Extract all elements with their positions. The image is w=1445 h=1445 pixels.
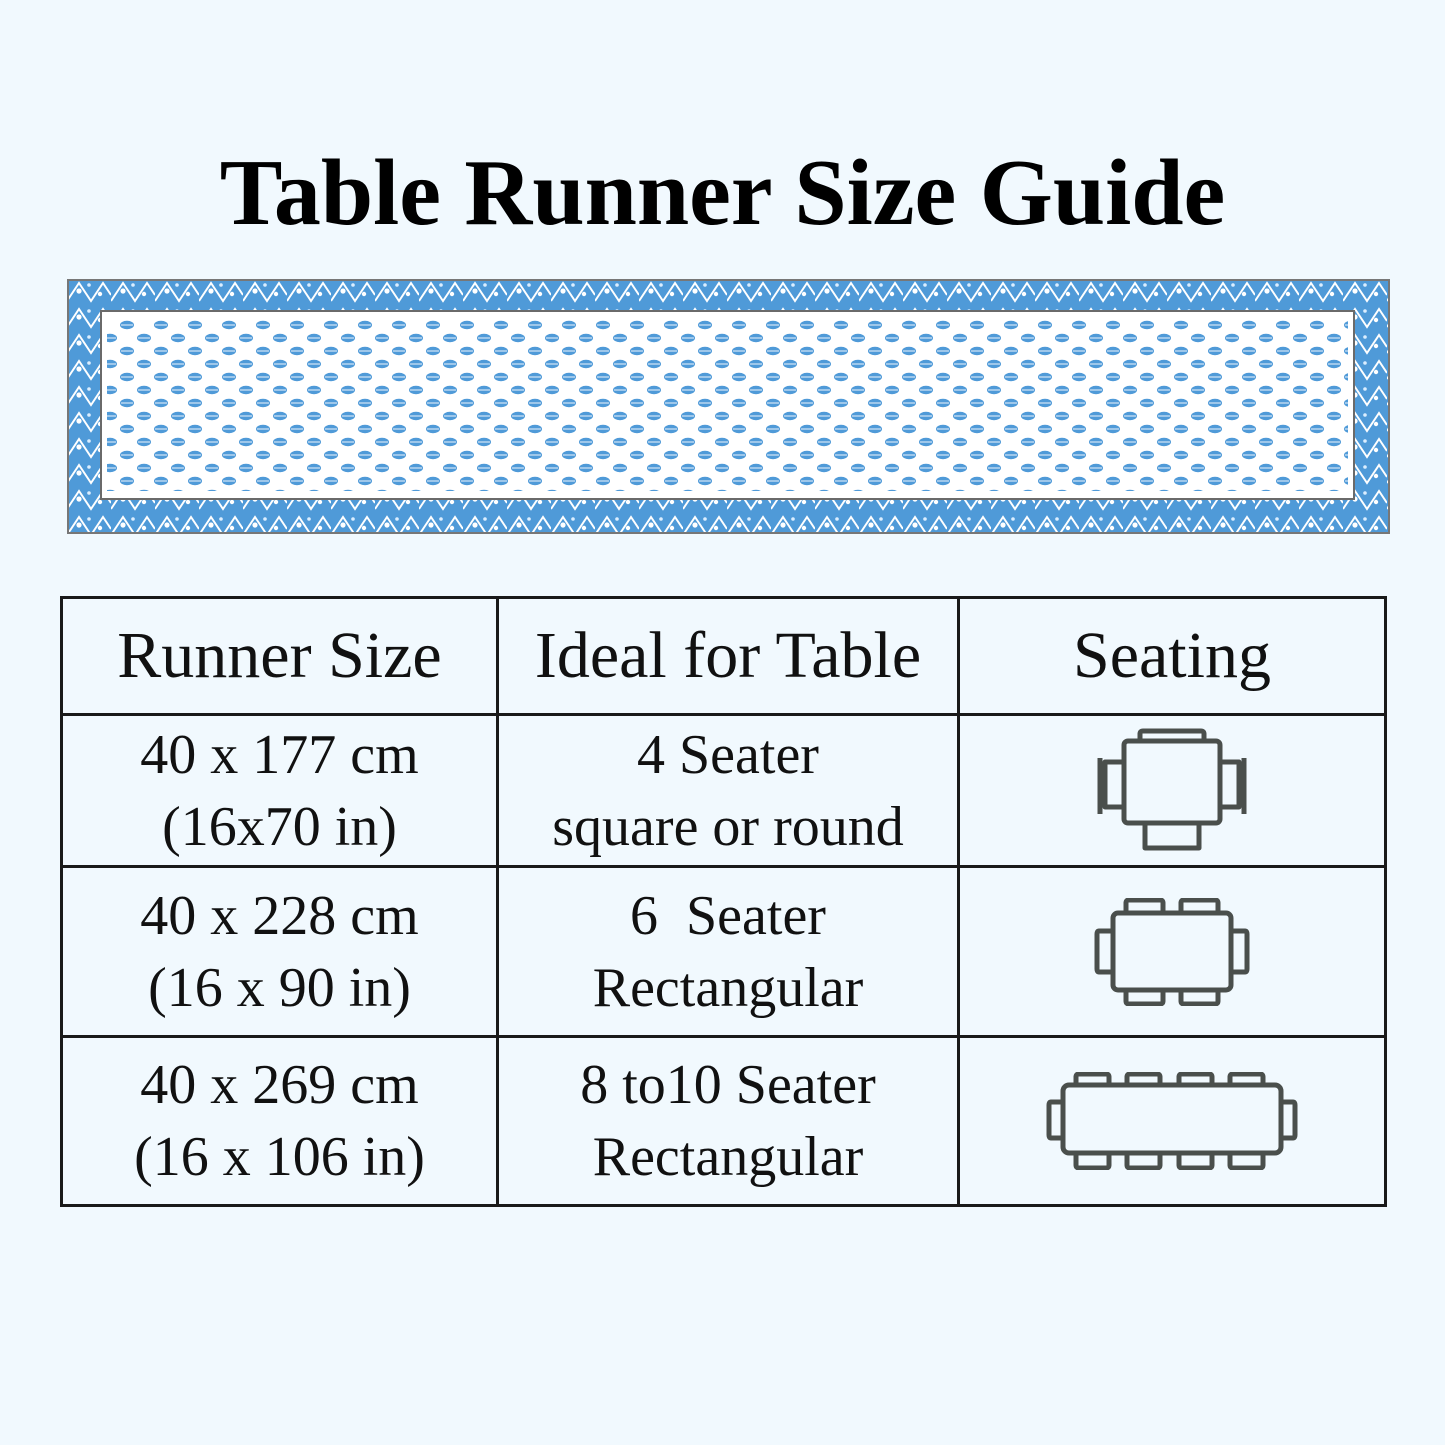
- seating-cell: [959, 1037, 1386, 1206]
- seating-cell: [959, 715, 1386, 867]
- size-cm: 40 x 269 cm: [140, 1054, 419, 1116]
- table-shape: Rectangular: [592, 1126, 864, 1188]
- size-in: (16 x 106 in): [134, 1126, 425, 1188]
- runner-size-cell: [62, 715, 498, 867]
- ideal-table-cell: [498, 715, 959, 867]
- ideal-table-cell: [498, 1037, 959, 1206]
- column-header-seating: Seating: [959, 598, 1386, 715]
- column-header-runner-size: Runner Size: [62, 598, 498, 715]
- runner-size-cell: [62, 1037, 498, 1206]
- size-guide-table: [60, 596, 1387, 1207]
- seating-cell: [959, 867, 1386, 1037]
- four-seater-table-icon: [1097, 728, 1247, 854]
- seater-count: 6 Seater: [630, 884, 826, 947]
- table-runner-image: [67, 279, 1390, 534]
- size-in: (16 x 90 in): [148, 956, 411, 1019]
- table-row: [62, 867, 1386, 1037]
- seater-count: 8 to10 Seater: [580, 1054, 876, 1116]
- column-header-ideal-for-table: Ideal for Table: [498, 598, 959, 715]
- ten-seater-table-icon: [1046, 1072, 1298, 1170]
- table-row: [62, 1037, 1386, 1206]
- size-in: (16x70 in): [162, 795, 397, 858]
- ideal-table-cell: [498, 867, 959, 1037]
- runner-size-cell: [62, 867, 498, 1037]
- seater-count: 4 Seater: [637, 723, 819, 786]
- size-cm: 40 x 228 cm: [140, 884, 419, 947]
- size-cm: 40 x 177 cm: [140, 723, 419, 786]
- page-title: Table Runner Size Guide: [219, 141, 1226, 245]
- table-row: [62, 715, 1386, 867]
- six-seater-table-icon: [1094, 898, 1250, 1006]
- table-header-row: [62, 598, 1386, 715]
- table-shape: Rectangular: [592, 956, 864, 1019]
- table-shape: square or round: [552, 795, 904, 858]
